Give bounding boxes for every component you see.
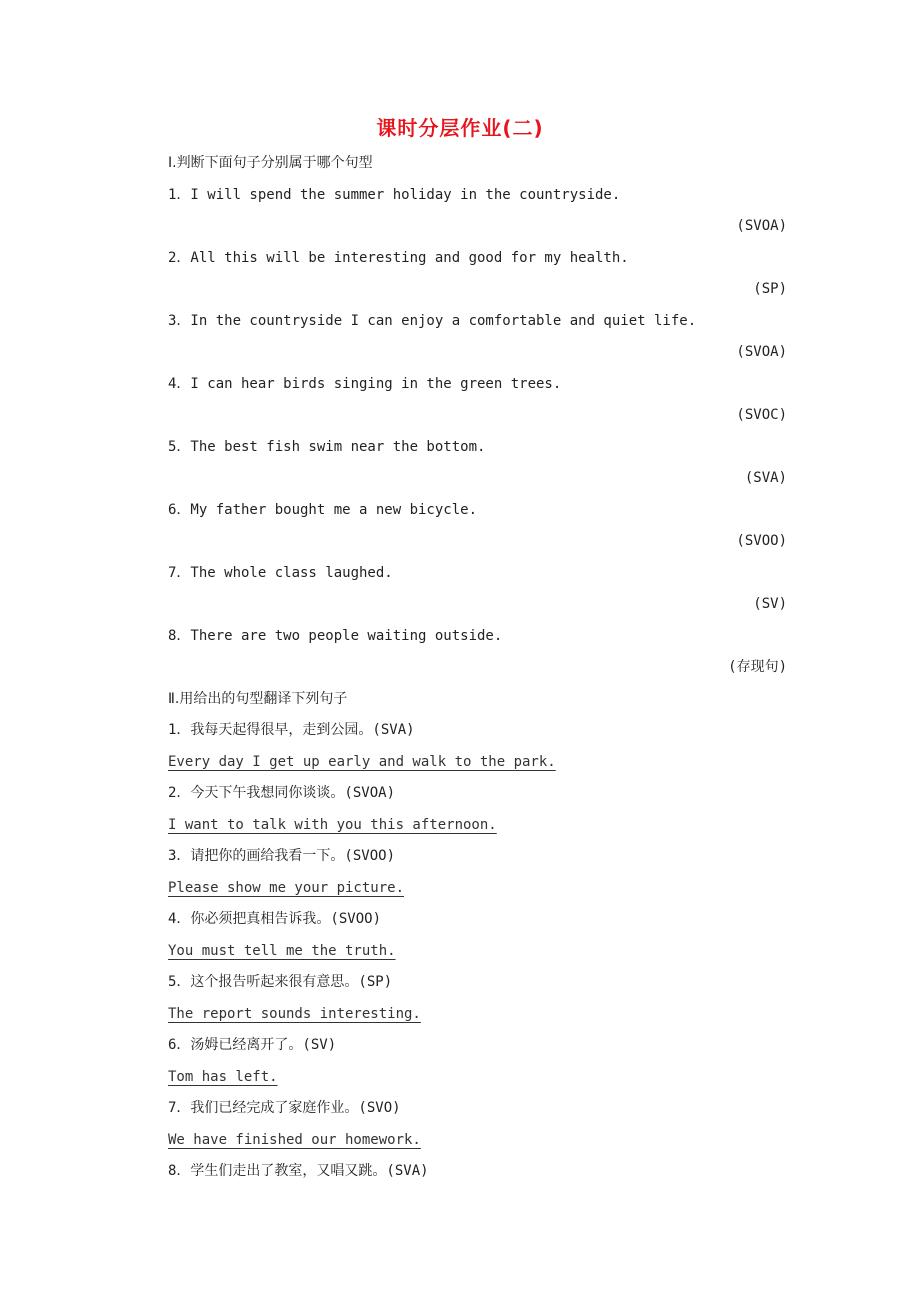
document-body — [168, 148, 787, 1188]
question-sentence: 5．The best fish swim near the bottom. — [168, 438, 486, 455]
translation-prompt: 2．今天下午我想同你谈谈。(SVOA) — [168, 785, 396, 801]
translation-prompt: 5．这个报告听起来很有意思。(SP) — [168, 974, 393, 990]
translation-answer: You must tell me the truth. — [168, 942, 396, 959]
translation-prompt: 1．我每天起得很早，走到公园。(SVA) — [168, 722, 415, 738]
section-1-heading: Ⅰ.判断下面句子分别属于哪个句型 — [168, 155, 373, 171]
question-sentence: 1．I will spend the summer holiday in the countryside. — [168, 186, 621, 203]
question-sentence: 7．The whole class laughed. — [168, 564, 393, 581]
question-sentence: 6．My father bought me a new bicycle. — [168, 501, 478, 518]
translation-answer: The report sounds interesting. — [168, 1005, 421, 1022]
translation-answer-line — [168, 747, 787, 779]
sentence-pattern-answer: (SV) — [753, 596, 787, 612]
translation-answer-line — [168, 873, 787, 905]
sentence-pattern-answer: (SP) — [753, 281, 787, 297]
translation-answer-line — [168, 1125, 787, 1157]
sentence-pattern-answer: (SVOA) — [736, 218, 787, 234]
translation-answer: Please show me your picture. — [168, 879, 405, 896]
question-sentence: 2．All this will be interesting and good for my health. — [168, 249, 629, 266]
translation-answer: Every day I get up early and walk to the park. — [168, 753, 556, 770]
translation-prompt: 7．我们已经完成了家庭作业。(SVO) — [168, 1100, 401, 1116]
translation-answer: I want to talk with you this afternoon. — [168, 816, 497, 833]
section-2-heading: Ⅱ.用给出的句型翻译下列句子 — [168, 690, 348, 707]
sentence-pattern-answer: (SVA) — [744, 470, 787, 486]
question-sentence: 4．I can hear birds singing in the green trees. — [168, 375, 562, 392]
translation-prompt: 8．学生们走出了教室，又唱又跳。(SVA) — [168, 1163, 429, 1179]
sentence-pattern-answer: (SVOA) — [736, 344, 787, 360]
translation-answer-line — [168, 810, 787, 842]
translation-answer-line — [168, 999, 787, 1031]
translation-prompt: 4．你必须把真相告诉我。(SVOO) — [168, 911, 382, 927]
sentence-pattern-answer: (SVOC) — [736, 407, 787, 423]
question-sentence: 3．In the countryside I can enjoy a comfortable and quiet life. — [168, 312, 697, 329]
translation-answer-line — [168, 936, 787, 968]
question-sentence: 8．There are two people waiting outside. — [168, 627, 503, 644]
translation-answer: We have finished our homework. — [168, 1131, 421, 1148]
translation-answer: Tom has left. — [168, 1068, 278, 1085]
translation-prompt: 6．汤姆已经离开了。(SV) — [168, 1037, 337, 1053]
translation-prompt: 3．请把你的画给我看一下。(SVOO) — [168, 848, 396, 864]
sentence-pattern-answer: (SVOO) — [736, 533, 787, 549]
sentence-pattern-answer: (存现句) — [728, 659, 787, 675]
translation-answer-line — [168, 1062, 787, 1094]
page-title: 课时分层作业(二) — [376, 116, 544, 140]
